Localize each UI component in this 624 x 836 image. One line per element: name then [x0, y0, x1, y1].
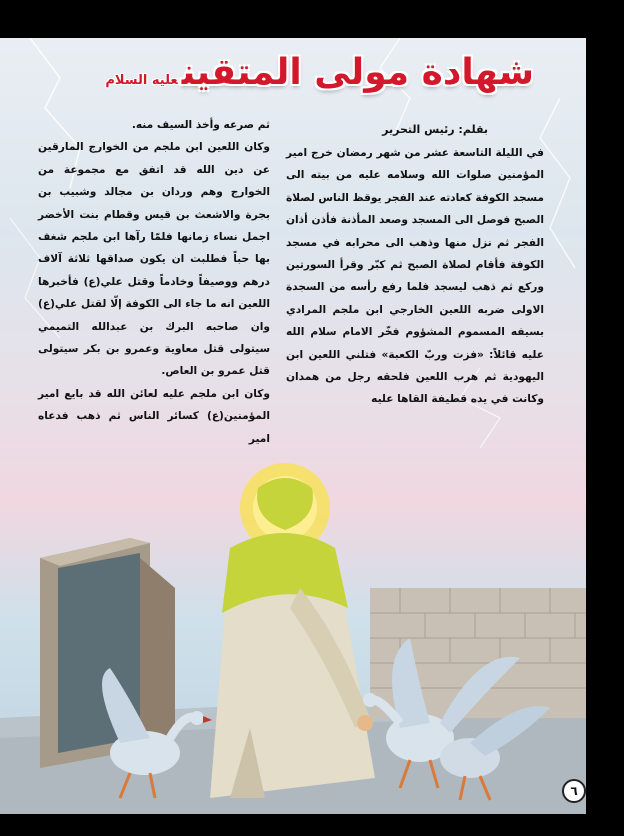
text-column-right [286, 142, 544, 411]
text-column-left [38, 114, 270, 450]
title-honorific: عليه السلام [105, 73, 178, 88]
paragraph: وكان ابن ملجم عليه لعائن الله قد بايع امير المؤمنين(ع) كسائر الناس ثم ذهب فدعاه امير [38, 387, 270, 445]
figure [210, 478, 375, 798]
paragraph: وكان اللعين ابن ملجم من الخوارج المارقين عن دين الله قد اتفق مع مجموعة من الخوارج وهم وردان بن مجالد وشبيب بن بجرة والاشعث بن قيس وقطام بنت الأخضر اجمل نساء زمانها فلمّا رآها ابن ملجم شغف بها حباً فطلبت ان يكون صداقها ثلاثة آلاف درهم ووصيفاً وخادماً وقتل علي(ع) فأخبرها اللعين انه ما جاء الى الكوفة إلّا لقتل علي(ع) وان صاحبه البرك بن عبدالله التميمي سيتولى قتل معاوية وعمرو بن بكر سيتولى قتل عمرو بن العاص. [38, 141, 270, 378]
paragraph: في الليلة التاسعة عشر من شهر رمضان خرج امير المؤمنين صلوات الله وسلامه عليه من بيته الى مسجد الكوفة كعادته عند الفجر يوقظ الناس لصلاة الصبح فوصل الى المسجد وصعد المأذنة فأذن أذان الفجر ثم نزل منها وذهب الى محرابه في مسجد الكوفة فأقام لصلاة الصبح ثم كبّر وقرأ السورتين وركع ثم ذهب ليسجد فلما رفع رأسه من السجدة الاولى ضربه اللعين الخارجي ابن ملجم المرادي بسيفه المسموم المشؤوم فخّر الامام سلام الله عليه قائلاً: «فزت وربّ الكعبة» فتلني اللعين ابن اليهودية ثم هرب اللعين فلحقه رجل من همدان وكانت في يده قطيفة القاها عليه [286, 147, 544, 406]
illustration [0, 438, 586, 814]
title-text: شهادة مولى المتقين [181, 52, 534, 93]
magazine-page [0, 38, 586, 814]
article-title [104, 48, 534, 98]
paragraph: ثم صرعه وأخذ السيف منه. [131, 119, 270, 131]
page-number: ٦ [562, 779, 586, 803]
byline: بقلم: رئيس التحرير [382, 123, 488, 136]
